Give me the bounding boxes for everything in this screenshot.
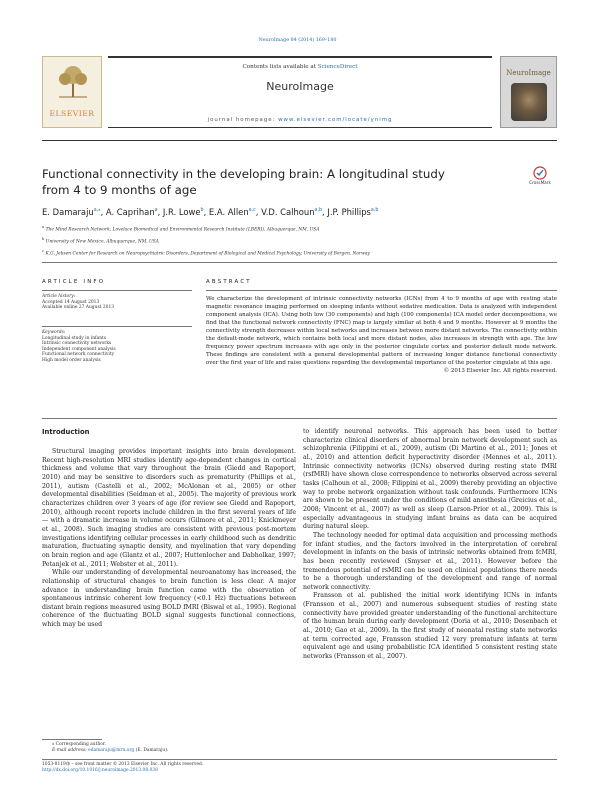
keywords-label: Keywords: bbox=[42, 330, 66, 335]
contents-prefix: Contents lists available at bbox=[242, 64, 316, 70]
homepage-link[interactable]: www.elsevier.com/locate/ynimg bbox=[278, 117, 393, 123]
keyword: Longitudinal study in infants bbox=[42, 335, 107, 341]
info-rule bbox=[42, 290, 192, 291]
abstract-body: We characterize the development of intrinsic connectivity networks (ICNs) from 4 to 9 months of age with resting state magnetic resonance imaging performed on sleeping infants without sedative medication. Data is analyzed with independent component analysis (ICA). Using both low (30 components) and high (100 components) ICA model order decompositions, we find that the functional network connectivity (FNC) map is largely similar at both 4 and 9 months. However at 9 months the connectivity strength decreases within local networks and increases between more distant networks. The connectivity within the default-mode network, which contains both local and more distant nodes, also increases in strength with age. The low frequency power spectrum increases with age only in the posterior cingulate cortex and posterior default mode network. These findings are consistent with a general developmental pattern of increasing longer distance functional connectivity over the first year of life and raise questions regarding the developmental importance of the posterior cingulate at this age. bbox=[206, 296, 557, 367]
affiliation bbox=[42, 249, 557, 257]
email-label: E-mail address: bbox=[52, 747, 87, 753]
corresponding-note: ⁎ Corresponding author. bbox=[52, 742, 106, 747]
author-aff[interactable]: a,b bbox=[370, 208, 379, 214]
author[interactable]: E.A. Allen bbox=[208, 207, 249, 217]
author-aff[interactable]: a bbox=[154, 208, 158, 214]
abstract-rule bbox=[206, 290, 557, 291]
cover-title: NeuroImage bbox=[506, 69, 551, 77]
sciencedirect-link[interactable]: ScienceDirect bbox=[317, 64, 358, 70]
keywords bbox=[42, 330, 192, 364]
author[interactable]: V.D. Calhoun bbox=[261, 207, 315, 217]
keyword: Independent component analysis bbox=[42, 346, 116, 352]
abstract-copyright: © 2013 Elsevier Inc. All rights reserved. bbox=[443, 368, 557, 375]
journal-banner bbox=[42, 54, 557, 132]
abstract-text bbox=[206, 295, 557, 375]
header-divider bbox=[42, 140, 557, 141]
journal-cover bbox=[500, 56, 557, 128]
footnote-rule bbox=[42, 739, 102, 740]
issn-line: 1053-8119/$ – see front matter © 2013 Elsevier Inc. All rights reserved. bbox=[42, 762, 204, 767]
journal-name: NeuroImage bbox=[266, 80, 334, 93]
paragraph: While our understanding of developmental neuroanatomy has increased, the relationship of structural changes to brain function is less clear. A major advance in understanding brain function came with the observation of spontaneous intrinsic coherent low frequency (<0.1 Hz) fluctuations between distant brain regions measured using BOLD fMRI (Biswal et al., 1995). Regional coherence of the fluctuating BOLD signal suggests functional connections, which may be used bbox=[42, 569, 296, 629]
homepage-prefix: journal homepage: bbox=[207, 117, 276, 123]
author[interactable]: J.P. Phillips bbox=[327, 207, 371, 217]
cover-image bbox=[511, 83, 547, 121]
affiliation-text: The Mind Research Network, Lovelace Biomedical and Environmental Research Institute (LBERI), Albuquerque, NM, USA bbox=[45, 227, 320, 233]
affiliation-mark: a bbox=[42, 225, 45, 229]
affiliations bbox=[42, 225, 557, 257]
affiliation bbox=[42, 237, 557, 245]
affiliation-divider bbox=[42, 262, 557, 263]
keyword: High model order analysis bbox=[42, 357, 101, 363]
paragraph: Structural imaging provides important insights into brain development. Recent high-resolution MRI studies identify age-dependent changes in cortical thickness and volume that vary throughout the brain (Giedd and Rapoport, 2010) and may be sensitive to disorders such as prematurity (Phillips et al., 2011), autism (Castelli et al., 2002; McAlonan et al., 2005) or other developmental disabilities (Seidman et al., 2005). The majority of previous work characterizes children over 3 years of age (for review see Giedd and Rapoport, 2010), although recent reports include children in the first several years of life — with a dramatic increase in volume occurs (Gilmore et al., 2011; Knickmeyer et al., 2008). Such imaging studies are consistent with previous post-mortem investigations identifying cellular processes in early childhood such as dendritic maturation, fluctuating synaptic density, and myelination that vary depending on brain region and age (Glantz et al., 2007; Huttenlocher and Dabholkar, 1997; Petanjek et al., 2011; Webster et al., 2011). bbox=[42, 448, 296, 568]
author-aff[interactable]: b bbox=[200, 208, 204, 214]
introduction-heading: Introduction bbox=[42, 428, 90, 436]
author-aff[interactable]: a,⁎ bbox=[93, 208, 101, 214]
affiliation bbox=[42, 225, 557, 233]
accepted-date: Accepted 14 August 2013 bbox=[42, 299, 100, 305]
issn-rule bbox=[42, 759, 557, 760]
doi-link[interactable]: http://dx.doi.org/10.1016/j.neuroimage.2013.08.038 bbox=[42, 767, 158, 773]
publisher-logo-text: ELSEVIER bbox=[49, 109, 95, 118]
footnotes bbox=[52, 742, 302, 753]
intro-left-column bbox=[42, 448, 296, 630]
abstract-heading: ABSTRACT bbox=[206, 279, 252, 285]
crossmark-label: CrossMark bbox=[529, 180, 551, 185]
homepage-line bbox=[108, 117, 492, 123]
journal-title-box bbox=[108, 56, 492, 128]
affiliation-mark: b bbox=[42, 237, 45, 242]
affiliation-text: K.G. Jebsen Center for Research on Neuropsychiatric Disorders, Department of Biological and Medical Psychology, University of Bergen, Norway bbox=[45, 251, 370, 257]
affiliation-mark: c bbox=[42, 249, 45, 254]
email-link[interactable]: edamaraju@mrn.org bbox=[88, 747, 135, 753]
author-aff[interactable]: a,b bbox=[314, 208, 323, 214]
crossmark-badge[interactable] bbox=[520, 166, 560, 188]
paragraph: The technology needed for optimal data acquisition and processing methods for infant studies, and the factors involved in the interpretation of cerebral development in infants on the basis of intrinsic networks obtained from fcMRI, has been recently reviewed (Smyser et al., 2011). However before the tremendous potential of rsMRI can be used on clinical populations there needs to be a thorough understanding of the development and range of normal network connectivity. bbox=[303, 531, 557, 591]
crossmark-icon bbox=[533, 166, 547, 180]
affiliation-text: University of New Mexico, Albuquerque, NM, USA bbox=[45, 239, 159, 245]
contents-line bbox=[108, 64, 492, 70]
article-info-heading: ARTICLE INFO bbox=[42, 279, 106, 285]
intro-right-column bbox=[303, 428, 557, 662]
author[interactable]: E. Damaraju bbox=[42, 207, 94, 217]
email-name: (E. Damaraju). bbox=[135, 747, 169, 753]
author-list: E. Damaraju$^{a,⁎}$, A. Caprihan$^a$, J.R. Lowe$^b$, E.A. Allen$^{a,c}$, V.D. Calhoun$^{a,b}$, J.P. Phillips$^{a,b}$ bbox=[42, 207, 379, 217]
online-date: Available online 27 August 2013 bbox=[42, 305, 115, 311]
keyword: Intrinsic connectivity networks bbox=[42, 341, 112, 347]
email-note bbox=[52, 748, 302, 754]
elsevier-logo bbox=[42, 56, 102, 128]
author-aff[interactable]: a,c bbox=[248, 208, 256, 214]
paragraph: Fransson et al. published the initial work identifying ICNs in infants (Fransson et al., 2007) and numerous subsequent studies of resting state connectivity have provided greater understanding of the functional architecture of the human brain during early development (Doria et al., 2010; Dosenbach et al., 2010; Gao et al., 2009). In the first study of neonatal resting state networks at term corrected age, Fransson studied 12 very premature infants at term equivalent age and using probabilistic ICA identified 5 consistent resting state networks (Fransson et al., 2007). bbox=[303, 592, 557, 661]
author[interactable]: J.R. Lowe bbox=[162, 207, 201, 217]
article-history bbox=[42, 294, 192, 311]
keywords-rule bbox=[42, 326, 192, 327]
issn-block bbox=[42, 762, 342, 773]
tree-icon bbox=[53, 63, 93, 99]
history-label: Article history: bbox=[42, 294, 76, 299]
journal-citation[interactable]: NeuroImage 84 (2014) 169–180 bbox=[258, 38, 337, 43]
author[interactable]: A. Caprihan bbox=[105, 207, 155, 217]
article-title: Functional connectivity in the developing brain: A longitudinal study from 4 to 9 months of age bbox=[42, 167, 445, 197]
abstract-divider bbox=[42, 418, 557, 419]
keyword: Functional network connectivity bbox=[42, 352, 115, 358]
paragraph: to identify neuronal networks. This approach has been used to better characterize clinical disorders of abnormal brain network development such as schizophrenia (Filippini et al., 2009), autism (Di Martino et al., 2011; Jones et al., 2010) and attention deficit hyperactivity disorder (Mennes et al., 2011). Intrinsic connectivity networks (ICNs) observed during resting state fMRI (rsfMRI) have shown close correspondence to networks observed across several tasks (Calhoun et al., 2008; Filippini et al., 2009) thereby providing an objective way to probe network organization without task confounds. Furthermore ICNs are shown to be present under the conditions of mild anesthesia (Greicius et al., 2008; Vincent et al., 2007) as well as sleep (Larson-Prior et al., 2009). This is especially advantageous in studying infant brains as data can be acquired during natural sleep. bbox=[303, 428, 557, 531]
